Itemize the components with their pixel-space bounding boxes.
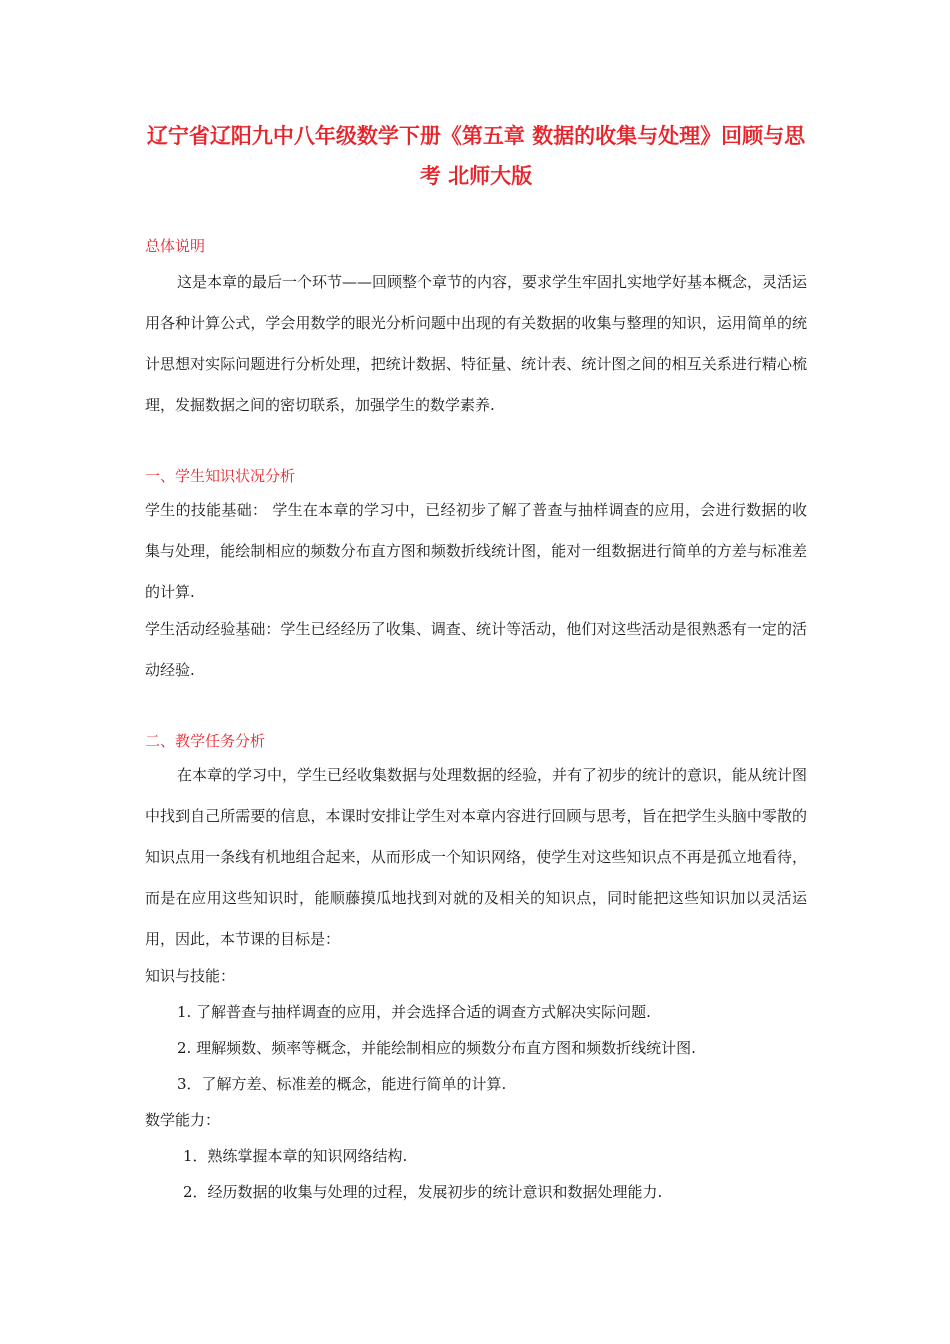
tasks-paragraph: 在本章的学习中，学生已经收集数据与处理数据的经验，并有了初步的统计的意识，能从统计图中找到自己所需要的信息，本课时安排让学生对本章内容进行回顾与思考，旨在把学生头脑中零散的知识点用一条线有机地组合起来，从而形成一个知识网络，使学生对这些知识点不再是孤立地看待，而是在应用这些知识时，能顺藤摸瓜地找到对就的及相关的知识点，同时能把这些知识加以灵活运用，因此，本节课的目标是： xyxy=(145,766,808,948)
overview-paragraph: 这是本章的最后一个环节——回顾整个章节的内容，要求学生牢固扎实地学好基本概念，灵活运用各种计算公式，学会用数学的眼光分析问题中出现的有关数据的收集与整理的知识，运用简单的统计思想对实际问题进行分析处理，把统计数据、特征量、统计表、统计图之间的相互关系进行精心梳理，发掘数据之间的密切联系，加强学生的数学素养. xyxy=(145,273,808,414)
section-heading-overview: 总体说明 xyxy=(145,237,206,255)
knowledge-label: 知识与技能： xyxy=(145,967,236,985)
knowledge-item: 2. 理解频数、频率等概念，并能绘制相应的频数分布直方图和频数折线统计图. xyxy=(177,1039,696,1057)
math-ability-label: 数学能力： xyxy=(145,1111,221,1129)
knowledge-item: 3．了解方差、标准差的概念，能进行简单的计算. xyxy=(177,1075,507,1093)
knowledge-item: 1. 了解普查与抽样调查的应用，并会选择合适的调查方式解决实际问题. xyxy=(177,1003,651,1021)
section-heading-students: 一、学生知识状况分析 xyxy=(145,467,296,485)
section-heading-tasks: 二、教学任务分析 xyxy=(145,732,266,750)
math-ability-item: 1．熟练掌握本章的知识网络结构. xyxy=(183,1147,408,1165)
students-skill-paragraph: 学生的技能基础： 学生在本章的学习中，已经初步了解了普查与抽样调查的应用，会进行数据的收集与处理，能绘制相应的频数分布直方图和频数折线统计图，能对一组数据进行简单的方差与标准差的计算. xyxy=(145,501,807,601)
document-title: 辽宁省辽阳九中八年级数学下册《第五章 数据的收集与处理》回顾与思考 北师大版 xyxy=(146,124,806,188)
math-ability-item: 2．经历数据的收集与处理的过程，发展初步的统计意识和数据处理能力. xyxy=(183,1183,663,1201)
students-experience-paragraph: 学生活动经验基础：学生已经经历了收集、调查、统计等活动，他们对这些活动是很熟悉有一定的活动经验. xyxy=(145,620,807,679)
